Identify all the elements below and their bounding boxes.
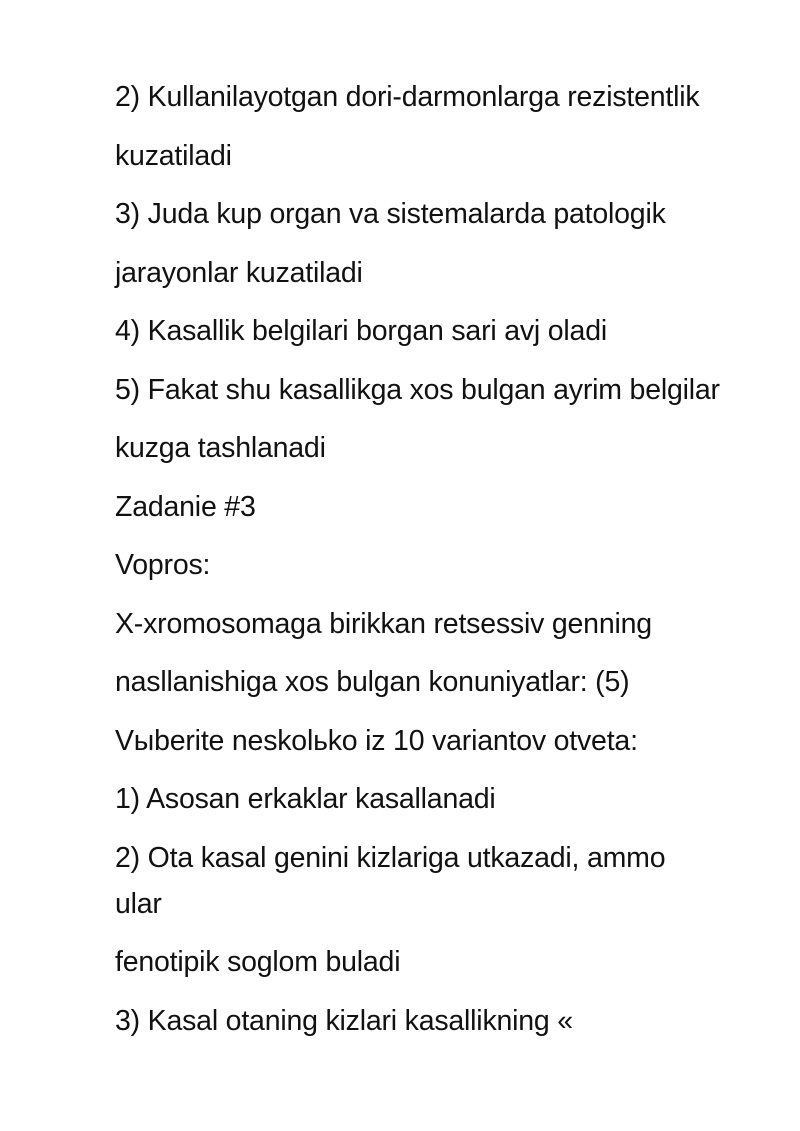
answer-instruction: Vыberite neskolьko iz 10 variantov otveta:	[115, 725, 638, 757]
text-line-option-3-organs: 3) Juda kup organ va sistemalarda patologik	[115, 198, 666, 230]
answer-option-3-line-1: 3) Kasal otaning kizlari kasallikning «	[115, 1005, 573, 1037]
answer-option-2-line-1: 2) Ota kasal genini kizlariga utkazadi, ammo	[115, 842, 666, 874]
task-heading: Zadanie #3	[115, 491, 256, 523]
text-line-option-4: 4) Kasallik belgilari borgan sari avj oladi	[115, 315, 607, 347]
question-text-line-2: nasllanishiga xos bulgan konuniyatlar: (5)	[115, 666, 630, 698]
question-text-line-1: X-xromosomaga birikkan retsessiv genning	[115, 608, 652, 640]
answer-option-2-line-2: ular	[115, 888, 162, 920]
text-line-option-5-continued: kuzga tashlanadi	[115, 432, 326, 464]
answer-option-1: 1) Asosan erkaklar kasallanadi	[115, 783, 496, 815]
answer-option-2-line-3: fenotipik soglom buladi	[115, 946, 401, 978]
question-label: Vopros:	[115, 549, 211, 581]
text-line-option-5-signs: 5) Fakat shu kasallikga xos bulgan ayrim belgilar	[115, 374, 720, 406]
text-line-option-2-resistance: 2) Kullanilayotgan dori-darmonlarga rezistentlik	[115, 81, 700, 113]
text-line-option-3-continued: jarayonlar kuzatiladi	[115, 257, 363, 289]
text-line-option-2-continued: kuzatiladi	[115, 140, 232, 172]
